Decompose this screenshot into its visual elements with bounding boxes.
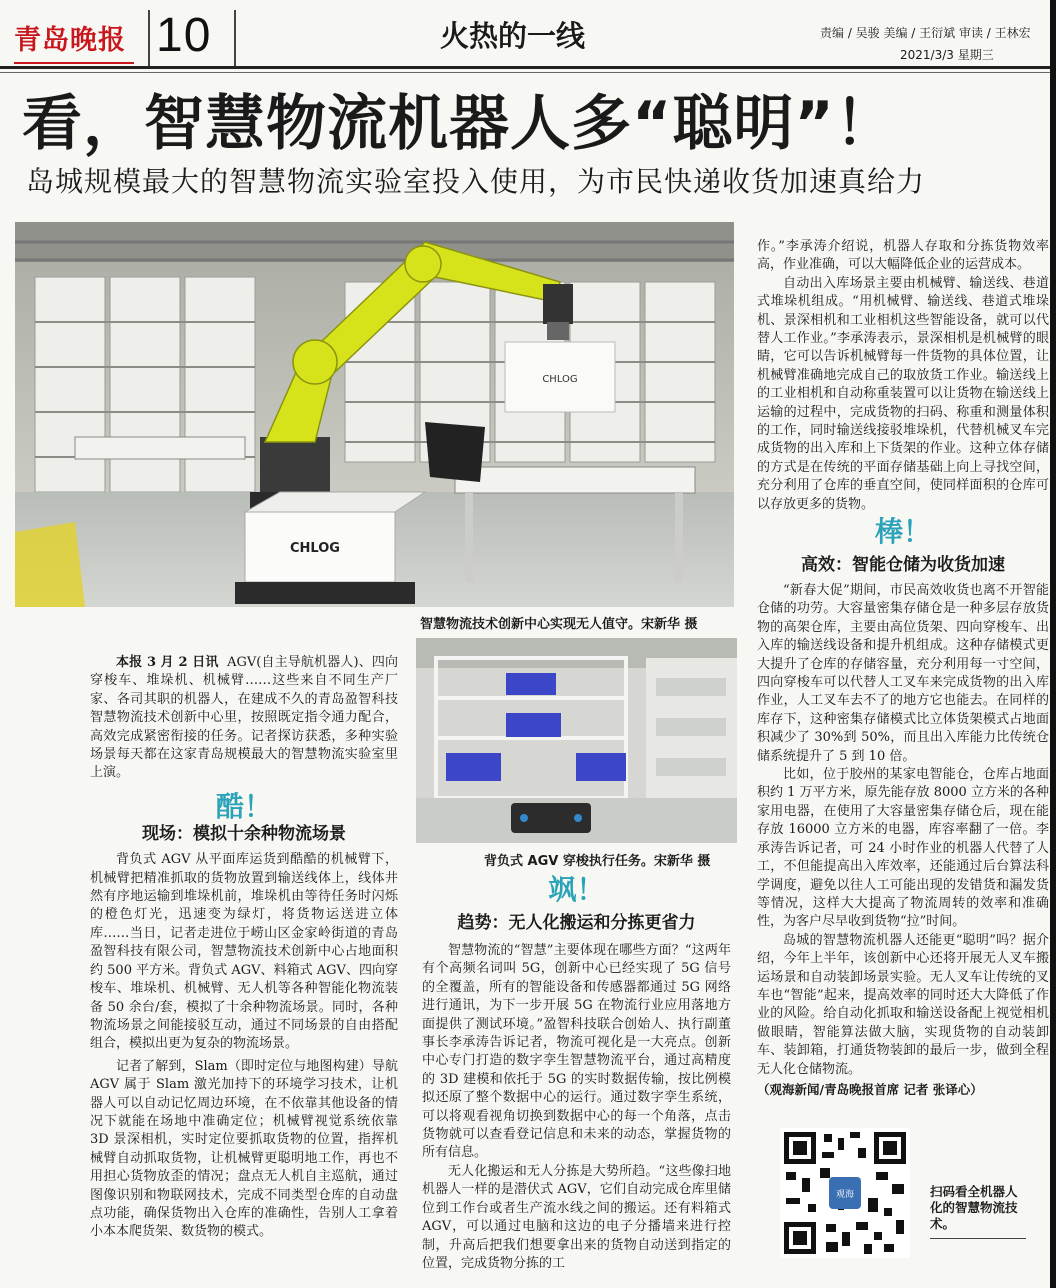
qr-badge: 观海 — [835, 1190, 855, 1200]
section-mark-sa: 飒！ — [548, 873, 605, 906]
masthead-divider — [234, 10, 236, 66]
qr-caption: 扫码看全机器人化的智慧物流技术。 — [930, 1184, 1018, 1231]
main-photo — [15, 222, 734, 607]
section-title-trend: 趋势：无人化搬运和分拣更省力 — [457, 913, 696, 933]
lead-paragraph: AGV(自主导航机器人)、四向穿梭车、堆垛机、机械臂……这些来自不同生产厂家、各司其职的机器人，在建成不久的青岛盈智科技智慧物流技术创新中心里，按照既定指令通力配合，高效完成紧密衔接的任务。记者探访获悉，多种实验场景每天都在这家青岛规模最大的智慧物流实验室里上演。 — [90, 655, 398, 781]
masthead-rule — [0, 66, 1056, 69]
column-title: 火热的一线 — [440, 19, 586, 53]
body-paragraph: 岛城的智慧物流机器人还能更“聪明”吗？据介绍，今年上半年，该创新中心还将开展无人叉车搬运场景和自动装卸场景实验。无人叉车让传统的叉车也“智能”起来，提高效率的同时还大大降低了作业的风险。给自动化抓取和输送设备配上视觉相机做眼睛，智能算法做大脑，实现货物的自动装卸车、装卸箱，打通货物装卸的最后一步，做到全程无人化仓储物流。 — [757, 932, 1049, 1077]
logo-underline — [14, 62, 134, 64]
qr-caption-rule — [930, 1238, 1026, 1239]
masthead-rule-thin — [0, 72, 1056, 73]
body-paragraph: “新春大促”期间，市民高效收货也离不开智能仓储的功劳。大容量密集存储仓是一种多层存放货物的高架仓库，主要由高位货架、四向穿梭车、出入库的输送线设备和提升机组成。这种存储模式更大提升了仓库的存储容量，充分利用每一寸空间，四向穿梭车可以代替人工叉车来完成货物的出入库作业，人工叉车去不了的地方它也能去。在同样的库存下，这种密集存储模式比立体货架模式占地面积减少了 30%到 50%，而且出入库能力比传统仓储系统提升了 5 到 10 倍。 — [757, 583, 1049, 764]
section-mark-awesome — [416, 872, 737, 933]
article-column-3-top — [757, 238, 1049, 513]
agv-photo — [416, 638, 737, 843]
page-number: 10 — [156, 9, 212, 62]
section-title-scene: 现场：模拟十余种物流场景 — [142, 823, 346, 844]
section-heading-3 — [757, 514, 1049, 575]
agv-photo-caption: 背负式 AGV 穿梭执行任务。宋新华 摄 — [484, 854, 711, 869]
section-mark-cool: 酷！ — [215, 789, 272, 823]
headline: 看，智慧物流机器人多“聪明”！ — [22, 89, 896, 159]
masthead-divider — [148, 10, 150, 66]
body-paragraph: 智慧物流的“智慧”主要体现在哪些方面？“这两年有个高频名词叫 5G，创新中心已经实现了 5G 信号的全覆盖，所有的智能设备和传感器都通过 5G 网络进行通讯，为下一步开展 5G 在物流行业应用落地方面提供了测试环境。”盈智科技联合创始人、执行副董事长李承涛告诉记者，物流可视化是一大亮点。创新中心专门打造的数字孪生智慧物流平台，通过高精度的 3D 建模和依托于 5G 的实时数据传输，按比例模拟还原了整个数据中心的运行。通过数字孪生系统，可以将观看视角切换到数据中心的每一个角落，点击货物就可以查看登记信息和未来的动态，掌握货物的所有信息。 — [422, 943, 731, 1161]
box-label: CHLOG — [542, 374, 578, 385]
main-photo-caption: 智慧物流技术创新中心实现无人值守。宋新华 摄 — [420, 617, 698, 632]
agv-robot-image — [416, 638, 737, 843]
qr-code-icon — [780, 1128, 910, 1258]
section-title-efficiency: 高效：智能仓储为收货加速 — [801, 555, 1005, 575]
body-paragraph: 无人化搬运和无人分拣是大势所趋。“这些像扫地机器人一样的是潜伏式 AGV，它们自动完成仓库里储位到工作台或者生产流水线之间的搬运。还有料箱式 AGV，可以通过电脑和这边的电子分播墙来进行控制，升高后把我们想要拿出来的货物自动送到指定的位置，完成货物分拣的工 — [422, 1163, 731, 1271]
page-edge — [1050, 0, 1056, 1288]
editor-credits: 责编 / 吴骏 美编 / 王衍斌 审读 / 王林宏 — [820, 26, 1031, 40]
dateline: 本报 3 月 2 日讯 — [116, 655, 219, 670]
article-column-1 — [90, 654, 398, 1266]
article-column-3-bottom — [757, 582, 1049, 1097]
warehouse-robot-arm-image — [15, 222, 734, 607]
body-paragraph: 记者了解到，Slam（即时定位与地图构建）导航 AGV 属于 Slam 激光加持下的环境学习技术，让机器人可以自动记忆周边环境，在不依靠其他设备的情况下就能在场地中准确定位；机械臂视觉系统依靠 3D 景深相机，实时定位要抓取货物的位置，指挥机械臂自动抓取货物，让机械臂更聪明地工作，再也不用担心货物放歪的情况；盘点无人机自主巡航，通过图像识别和物联网技术，完成不同类型仓库的自动盘点功能，确保货物出入仓库的准确性，告别人工拿着小本本爬货架、数货物的模式。 — [90, 1058, 398, 1240]
body-paragraph: 自动出入库场景主要由机械臂、输送线、巷道式堆垛机组成。“用机械臂、输送线、巷道式堆垛机、景深相机和工业相机这些智能设备，就可以代替人工作业。”李承涛表示，景深相机是机械臂的眼睛，它可以告诉机械臂每一件货物的具体位置，让机械臂准确地完成自己的取放货工作业。输送线上的工业相机和自动称重装置可以让货物在输送线上运输的过程中，完成货物的扫码、称重和测量体积的工作，同时输送线接驳堆垛机，代替机械叉车完成货物的出入库和上下货架的作业。这种立体存储的方式是在传统的平面存储基础上向上寻找空间，充分利用了仓库的垂直空间，使同样面积的仓库可以存放更多的货物。 — [757, 275, 1049, 512]
box-label: CHLOG — [290, 541, 340, 556]
section-mark-great: 棒！ — [874, 515, 931, 548]
article-column-2 — [422, 942, 731, 1271]
body-paragraph: 作。”李承涛介绍说，机器人存取和分拣货物效率高，作业准确，可以大幅降低企业的运营成本。 — [757, 239, 1049, 273]
newspaper-logo: 青岛晚报 — [14, 25, 126, 56]
qr-code[interactable] — [780, 1128, 910, 1258]
subheadline: 岛城规模最大的智慧物流实验室投入使用，为市民快递收货加速真给力 — [26, 165, 926, 198]
issue-date: 2021/3/3 星期三 — [900, 48, 994, 62]
byline: （观海新闻/青岛晚报首席 记者 张译心） — [757, 1081, 983, 1097]
body-paragraph: 背负式 AGV 从平面库运货到酷酷的机械臂下，机械臂把精准抓取的货物放置到输送线体上，线体井然有序地运输到堆垛机前，堆垛机由等待任务时闪烁的橙色灯光，迅速变为绿灯，将货物运送进立体库……当日，记者走进位于崂山区金家岭街道的青岛盈智科技有限公司，智慧物流技术创新中心占地面积约 500 平方米。背负式 AGV、料箱式 AGV、四向穿梭车、堆垛机、机械臂、无人机等各种智能化物流装备 50 余台/套，模拟了十余种物流场景。同时，各种物流场景之间能接驳互动，通过不同场景的自由搭配组合，模拟出更为复杂的物流场景。 — [90, 852, 398, 1052]
body-paragraph: 比如，位于胶州的某家电智能仓，仓库占地面积约 1 万平方米，原先能存放 8000 立方米的各种家用电器，在使用了大容量密集存储仓后，现在能存放 16000 立方米的电器，库容率翻了一倍。李承涛告诉记者，可 24 小时作业的机器人代替了人工，不但能提高出入库效率，还能通过后台算法科学调度，避免以往人工可能出现的发错货和漏发货等情况，这样大大提高了物流周转的效率和准确性，为客户尽早收到货物“拉”时间。 — [757, 767, 1049, 930]
